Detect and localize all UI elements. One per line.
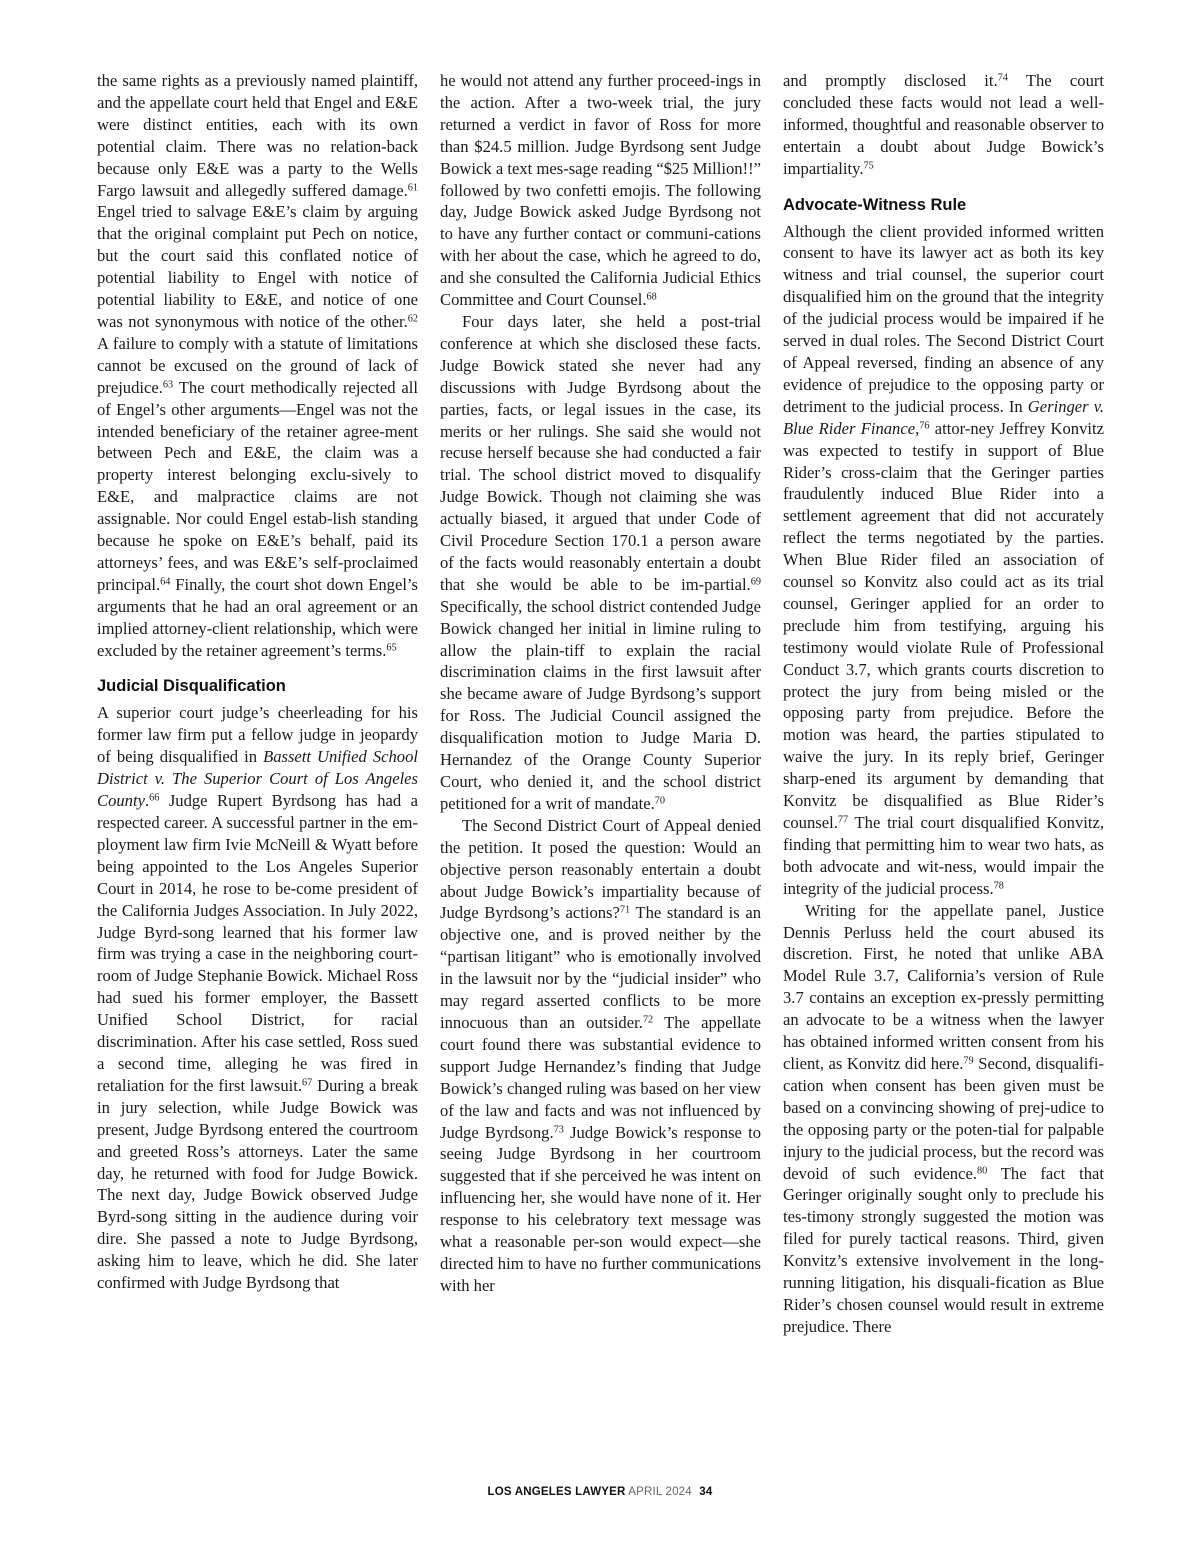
paragraph: Four days later, she held a post-trial conference at which she disclosed these facts. Judge Bowick stated she never had any discussions with Judge Byrdsong about the parties, facts, or legal issues in the case, its merits or her rulings. She said she would not recuse herself because she had conducted a fair trial. The school district moved to disqualify Judge Bowick. Though not claiming she was actually biased, it argued that under Code of Civil Procedure Section 170.1 a person aware of the facts would reasonably entertain a doubt that she would be able to be im-partial.$^{69}$ Specifically, the school district contended Judge Bowick changed her initial in limine ruling to allow the plain-tiff to explain the racial discrimination claims in the first lawsuit after she became aware of Judge Byrdsong’s support for Ross. The Judicial Council assigned the disqualification motion to Judge Maria D. Hernandez of the Orange County Superior Court, who denied it, and the school district petitioned for a writ of mandate.$^{70}$	[440, 311, 761, 813]
footnote-ref: 70	[654, 795, 666, 807]
section-heading-advocate-witness-rule: Advocate-Witness Rule	[783, 195, 967, 214]
text-column-2	[440, 70, 761, 1297]
footnote-ref: 68	[646, 291, 657, 303]
case-name: Geringer v. Blue Rider Finance	[783, 396, 1104, 438]
footnote-ref: 71	[619, 904, 631, 916]
paragraph: and promptly disclosed it.$^{74}$ The court concluded these facts would not lead a well-informed, thoughtful and reasonable observer to entertain a doubt about Judge Bowick’s impartiality.$^{75}$	[783, 71, 1105, 178]
case-name: Bassett Unified School District v. The Superior Court of Los Angeles County	[97, 747, 418, 811]
text-column-3	[783, 70, 1104, 1338]
footnote-ref: 66	[149, 792, 160, 804]
issue-date: APRIL 2024	[628, 1486, 692, 1498]
footnote-ref: 76	[919, 420, 930, 432]
footnote-ref: 74	[997, 72, 1008, 84]
page-footer	[0, 1486, 1200, 1498]
section-heading-judicial-disqualification: Judicial Disqualification	[97, 677, 286, 696]
footnote-ref: 72	[642, 1014, 654, 1026]
footnote-ref: 69	[750, 576, 761, 588]
text-column-1	[97, 70, 418, 1294]
paragraph: A superior court judge’s cheerleading for his former law firm put a fellow judge in jeopardy of being disqualified in Bassett Unified School District v. The Superior Court of Los Angeles County.$^{66}$ Judge Rupert Byrdsong has had a respected career. A successful partner in the em-ployment law firm Ivie McNeill & Wyatt before being appointed to the Los Angeles Superior Court in 2014, he rose to be-come president of the California Judges Association. In July 2022, Judge Byrd-song learned that his former law firm was trying a case in the neighboring court-room of Judge Stephanie Bowick. Michael Ross had sued his former employer, the Bassett Unified School District, for racial discrimination. After his case settled, Ross sued a second time, alleging he was fired in retaliation for the first lawsuit.$^{67}$ During a break in jury selection, while Judge Bowick was present, Judge Byrdsong entered the courtroom and greeted Ross’s attorneys. Later the same day, he returned with food for Judge Bowick. The next day, Judge Bowick observed Judge Byrd-song sitting in the audience during voir dire. She passed a note to Judge Byrdsong, asking him to leave, which he did. She later confirmed with Judge Byrdsong that	[97, 703, 419, 1293]
footnote-ref: 67	[302, 1077, 313, 1089]
footnote-ref: 80	[976, 1164, 988, 1176]
footnote-ref: 61	[407, 181, 418, 193]
footnote-ref: 78	[993, 880, 1004, 892]
paragraph: Although the client provided informed written consent to have its lawyer act as both its key witness and trial counsel, the superior court disqualified him on the ground that the integrity of the judicial process would be impaired if he served in dual roles. The Second District Court of Appeal reversed, finding an absence of any evidence of prejudice to the opposing party or detriment to the judicial process. In Geringer v. Blue Rider Finance,$^{76}$ attor-ney Jeffrey Konvitz was expected to testify in support of Blue Rider’s cross-claim that the Geringer parties fraudulently induced Blue Rider into a settlement agreement that did not accurately reflect the terms negotiated by the parties. When Blue Rider filed an association of counsel so Konvitz also could act as its trial counsel, Geringer applied for an order to preclude him from testifying, arguing his testimony would violate Rule of Professional Conduct 3.7, which grants courts discretion to protect the jury from being misled or the opposing party from prejudice. Before the motion was heard, the parties stipulated to waive the jury. In its reply brief, Geringer sharp-ened its argument by demanding that Konvitz be disqualified as Blue Rider’s counsel.$^{77}$ The trial court disqualified Konvitz, finding that permitting him to wear two hats, as both advocate and wit-ness, would impair the integrity of the judicial process.$^{78}$	[783, 221, 1104, 898]
footnote-ref: 64	[160, 576, 171, 588]
paragraph: the same rights as a previously named plaintiff, and the appellate court held that Engel and E&E were distinct entities, each with its own potential claim. There was no relation-back because only E&E was a party to the Wells Fargo lawsuit and allegedly suffered damage.$^{61}$ Engel tried to salvage E&E’s claim by arguing that the original complaint put Pech on notice, but the court said this conflated notice of potential liability to Engel with notice of potential liability to E&E, and notice of one was not synonymous with notice of the other.$^{62}$ A failure to comply with a statute of limitations cannot be excused on the ground of lack of prejudice.$^{63}$ The court methodically rejected all of Engel’s other arguments—Engel was not the intended beneficiary of the retainer agree-ment between Pech and E&E, the claim was a property interest belonging exclu-sively to E&E, and malpractice claims are not assignable. Nor could Engel estab-lish standing because he spoke on E&E’s behalf, paid its attorneys’ fees, and was E&E’s self-proclaimed principal.$^{64}$ Finally, the court shot down Engel’s arguments that he had an oral agreement or an implied attorney-client relationship, which were excluded by the retainer agreement’s terms.$^{65}$	[97, 71, 418, 660]
footnote-ref: 79	[963, 1055, 974, 1067]
footnote-ref: 73	[553, 1123, 564, 1135]
footnote-ref: 75	[863, 159, 874, 171]
footnote-ref: 65	[386, 641, 397, 653]
paragraph: The Second District Court of Appeal denied the petition. It posed the question: Would an objective person reasonably entertain a doubt about Judge Bowick’s impartiality because of Judge Byrdsong’s actions?$^{71}$ The standard is an objective one, and is proved neither by the “partisan litigant” who is emotionally involved in the lawsuit nor by the “judicial insider” who may regard asserted conflicts to be more innocuous than an outsider.$^{72}$ The appellate court found there was substantial evidence to support Judge Hernandez’s finding that Judge Bowick’s changed ruling was based on her view of the law and facts and was not influenced by Judge Byrdsong.$^{73}$ Judge Bowick’s response to seeing Judge Byrdsong in her courtroom suggested that if she perceived he was intent on influencing her, she would have none of it. Her response to his celebratory text message was what a reasonable per-son would expect—she directed him to have no further communications with her	[440, 815, 762, 1295]
paragraph: Writing for the appellate panel, Justice Dennis Perluss held the court abused its discretion. First, he noted that unlike ABA Model Rule 3.7, California’s version of Rule 3.7 contains an exception ex-pressly permitting an advocate to be a witness when the lawyer has obtained informed written consent from his client, as Konvitz did here.$^{79}$ Second, disqualifi-cation when consent has been given must be based on a convincing showing of prej-udice to the opposing party or the poten-tial for palpable injury to the judicial process, but the record was devoid of such evidence.$^{80}$ The fact that Geringer originally sought only to preclude his tes-timony strongly suggested the motion was filed for purely tactical reasons. Third, given Konvitz’s extensive involvement in the long-running litigation, his disquali-fication as Blue Rider’s chosen counsel would result in extreme prejudice. There	[783, 900, 1104, 1336]
footnote-ref: 63	[162, 379, 174, 391]
page-number: 34	[699, 1486, 713, 1498]
footnote-ref: 77	[837, 814, 849, 826]
paragraph: he would not attend any further proceed-ings in the action. After a two-week trial, the jury returned a verdict in favor of Ross for more than $24.5 million. Judge Byrdsong sent Judge Bowick a text mes-sage reading “$25 Million!!” followed by two confetti emojis. The following day, Judge Bowick asked Judge Byrdsong not to have any further contact or communi-cations with her about the case, which he agreed to do, and she consulted the California Judicial Ethics Committee and Court Counsel.$^{68}$	[440, 71, 761, 310]
footnote-ref: 62	[407, 313, 418, 325]
magazine-name: LOS ANGELES LAWYER	[487, 1486, 626, 1498]
